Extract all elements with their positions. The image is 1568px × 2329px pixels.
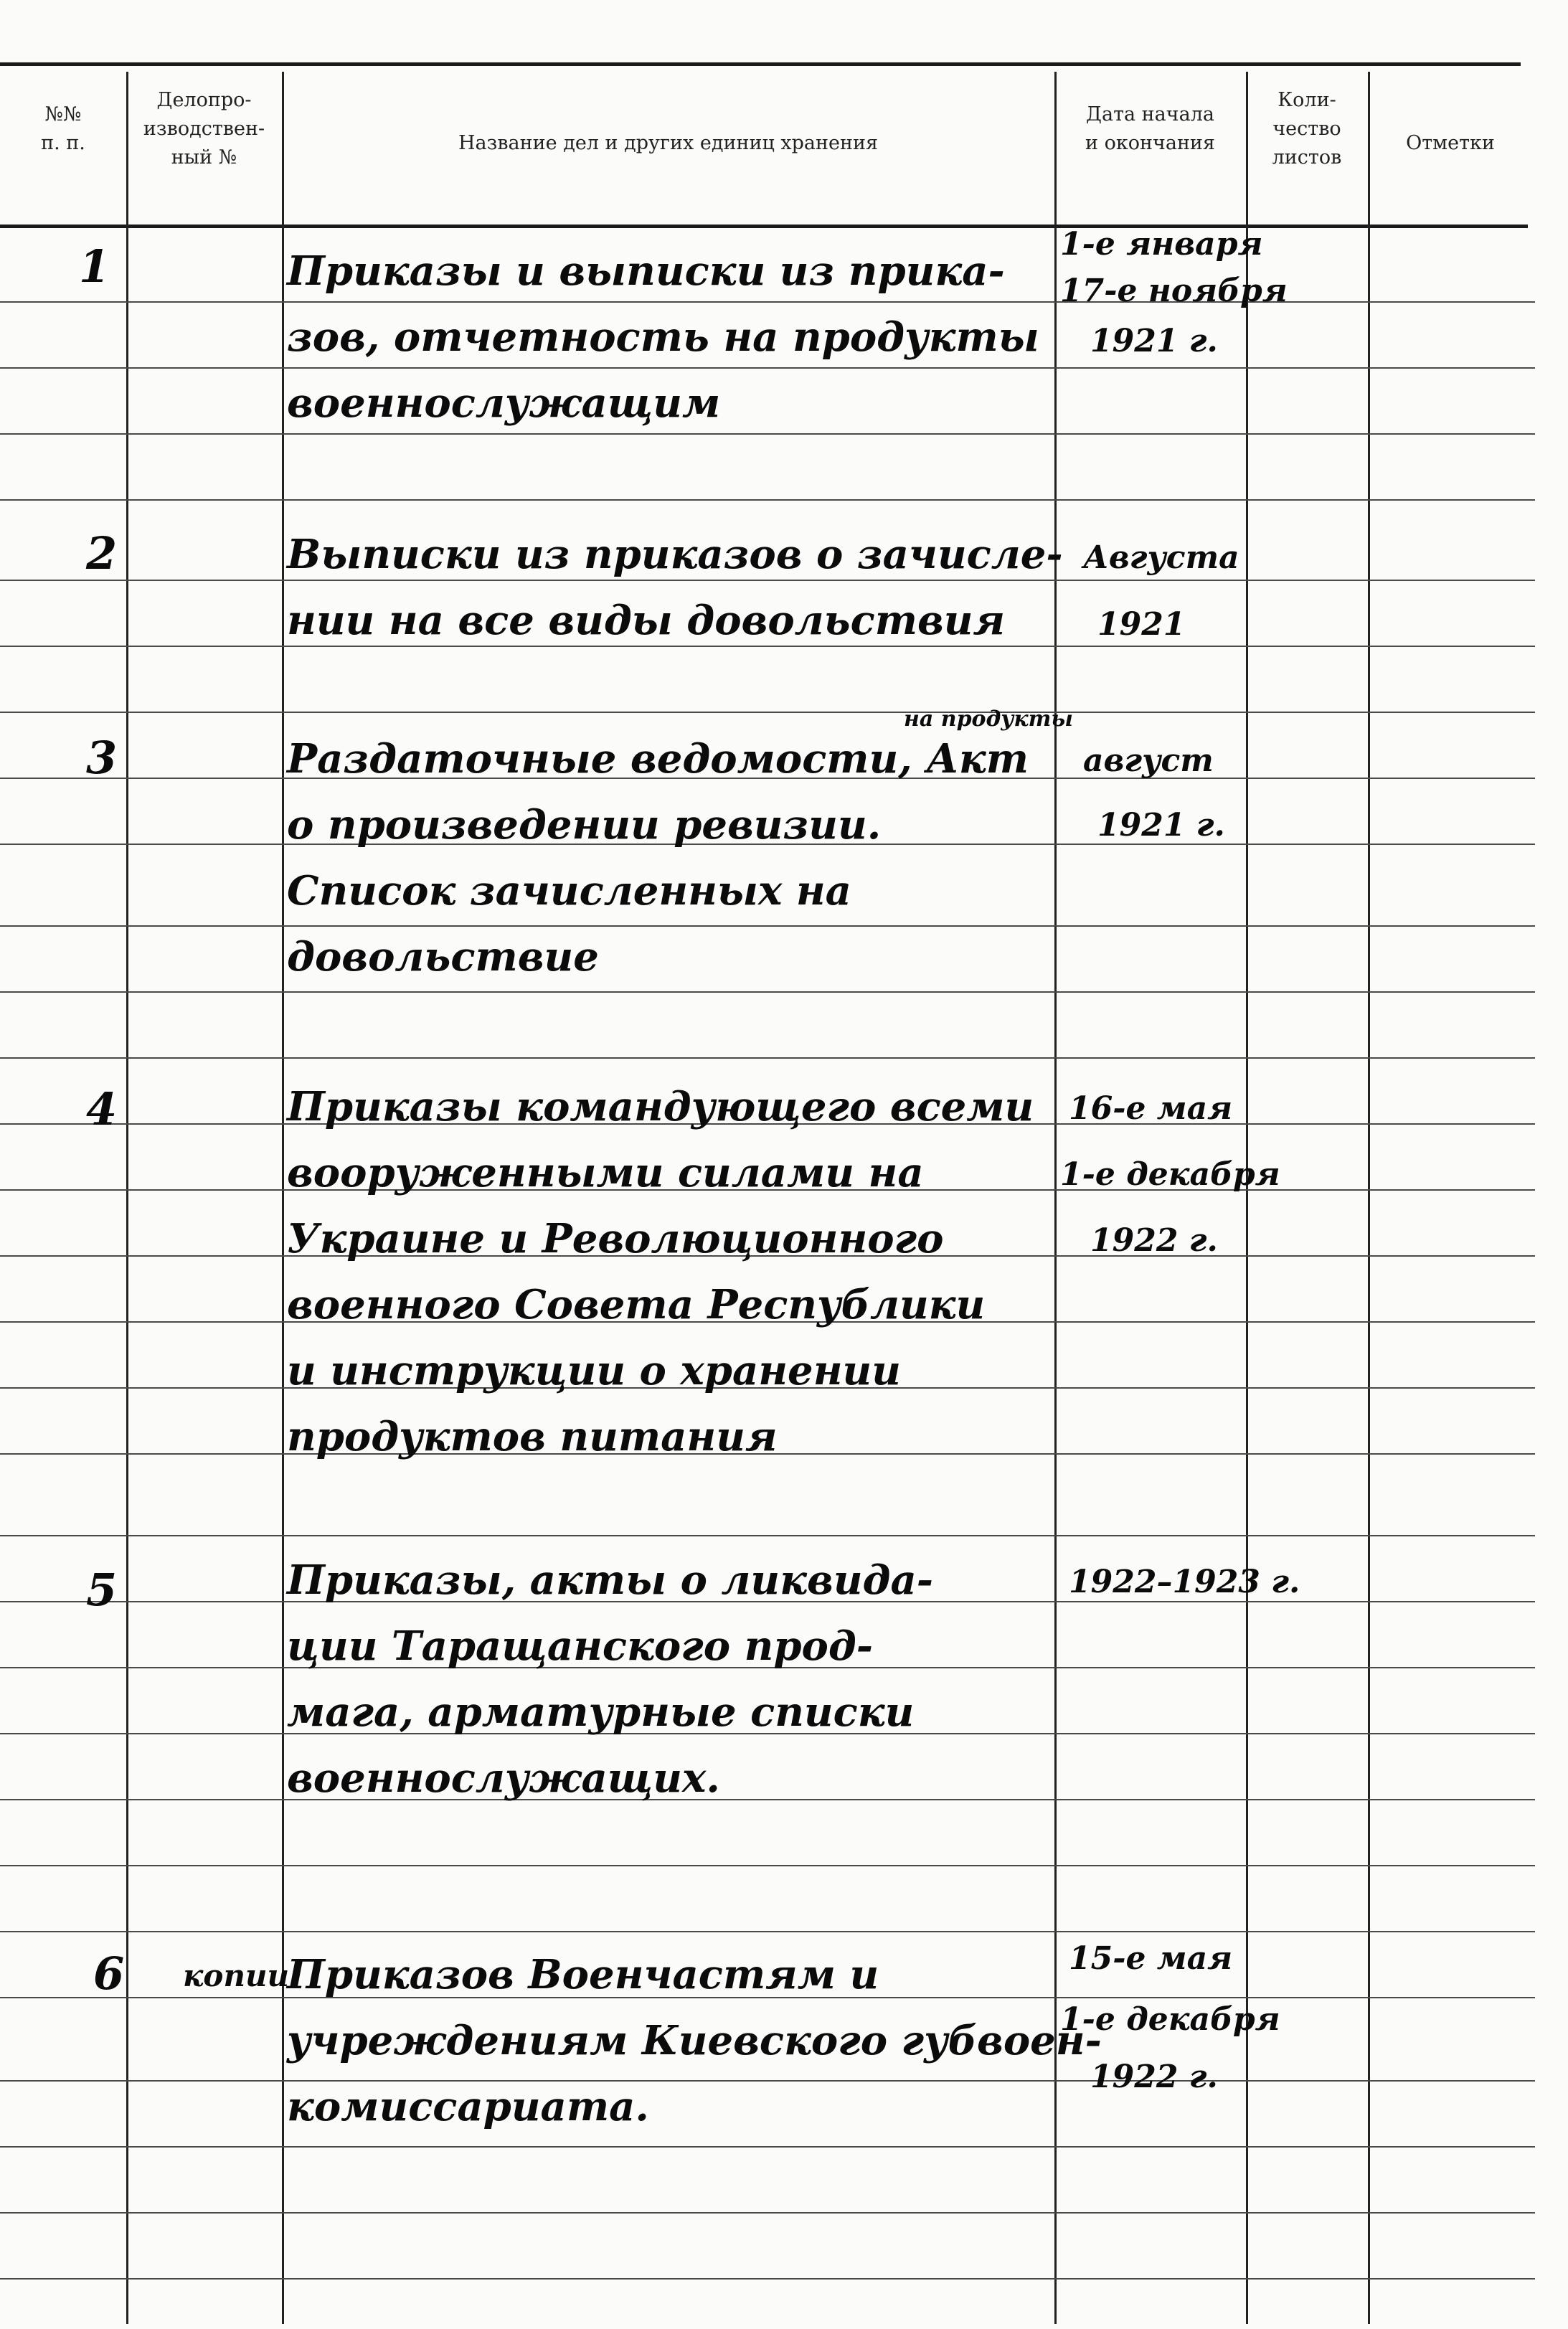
- entry-date: 1922–1923 г.: [1069, 1564, 1300, 1600]
- ruled-line: [0, 499, 1535, 501]
- entry-title-line: нии на все виды довольствия: [287, 597, 1006, 644]
- ruled-line: [0, 1799, 1535, 1800]
- top-rule: [0, 62, 1521, 66]
- entry-date: 1-е декабря: [1060, 2001, 1280, 2038]
- entry-date: 1-е декабря: [1060, 1156, 1280, 1193]
- entry-title-line: учреждениям Киевского губвоен-: [287, 2017, 1102, 2064]
- entry-title-line: Приказы, акты о ликвида-: [287, 1556, 934, 1604]
- entry-title-line: Выписки из приказов о зачисле-: [287, 531, 1063, 578]
- entry-title-line: о произведении ревизии.: [287, 801, 882, 849]
- entry-number: 2: [86, 527, 118, 580]
- entry-title-line: мага, арматурные списки: [287, 1688, 915, 1736]
- header-office-number: Делопро- изводствен- ный №: [143, 89, 265, 169]
- header-dates: Дата начала и окончания: [1085, 103, 1215, 154]
- column-divider: [1368, 72, 1370, 2324]
- entry-title-line: довольствие: [287, 933, 599, 981]
- entry-date: 1-е января: [1060, 226, 1263, 263]
- entry-date: 16-е мая: [1069, 1090, 1233, 1127]
- entry-date: 1921 г.: [1097, 807, 1225, 844]
- entry-title-line: Приказы командующего всеми: [287, 1083, 1034, 1130]
- entry-office-note: копии: [183, 1958, 290, 1993]
- entry-title-line: Приказы и выписки из прика-: [287, 247, 1005, 295]
- entry-title-line: военнослужащим: [287, 379, 721, 427]
- column-divider: [126, 72, 128, 2324]
- entry-number: 5: [86, 1564, 118, 1616]
- entry-title-line: Приказов Военчастям и: [287, 1951, 879, 1998]
- entry-title-line: военного Совета Республики: [287, 1281, 986, 1328]
- entry-title-line: и инструкции о хранении: [287, 1347, 901, 1394]
- ruled-line: [0, 646, 1535, 647]
- entry-title-line: ции Таращанского прод-: [287, 1622, 874, 1670]
- entry-title-line: вооруженными силами на: [287, 1149, 924, 1196]
- header-notes: Отметки: [1406, 132, 1495, 154]
- entry-date: 1922 г.: [1090, 2059, 1218, 2095]
- entry-title-line: зов, отчетность на продукты: [287, 313, 1039, 361]
- entry-date: 1922 г.: [1090, 1222, 1218, 1259]
- ruled-line: [0, 301, 1535, 303]
- ruled-line: [0, 712, 1535, 713]
- entry-title-line: Раздаточные ведомости, Акт: [287, 735, 1029, 783]
- entry-date: 15-е мая: [1069, 1940, 1233, 1977]
- header-rule: [0, 225, 1528, 228]
- ruled-line: [0, 433, 1535, 435]
- entry-title-line: продуктов питания: [287, 1413, 778, 1460]
- header-sheets: Коли- чество листов: [1272, 89, 1342, 169]
- entry-insertion: на продукты: [904, 707, 1073, 732]
- entry-number: 4: [86, 1083, 118, 1135]
- ruled-line: [0, 2212, 1535, 2214]
- ruled-line: [0, 580, 1535, 581]
- entry-title-line: Список зачисленных на: [287, 867, 851, 915]
- entry-number: 3: [86, 732, 118, 784]
- ruled-line: [0, 2278, 1535, 2280]
- entry-date: 17-е ноября: [1060, 273, 1288, 309]
- entry-title-line: Украине и Революционного: [287, 1215, 944, 1262]
- ruled-line: [0, 991, 1535, 993]
- header-title: Название дел и других единиц хранения: [458, 132, 879, 154]
- ruled-line: [0, 1931, 1535, 1932]
- entry-date: Августа: [1083, 539, 1239, 576]
- entry-date: 1921: [1097, 606, 1186, 643]
- entry-number: 6: [93, 1947, 125, 2000]
- ruled-line: [0, 1057, 1535, 1059]
- entry-title-line: комиссариата.: [287, 2083, 649, 2130]
- ruled-line: [0, 1865, 1535, 1866]
- ruled-line: [0, 925, 1535, 927]
- entry-date: август: [1083, 742, 1214, 779]
- ruled-line: [0, 367, 1535, 369]
- ruled-line: [0, 1535, 1535, 1536]
- entry-date: 1921 г.: [1090, 323, 1218, 359]
- column-divider: [1246, 72, 1248, 2324]
- entry-number: 1: [79, 240, 110, 293]
- ruled-line: [0, 2080, 1535, 2082]
- column-divider: [1054, 72, 1057, 2324]
- header-num: №№ п. п.: [41, 103, 85, 154]
- ruled-line: [0, 2146, 1535, 2148]
- entry-title-line: военнослужащих.: [287, 1754, 720, 1802]
